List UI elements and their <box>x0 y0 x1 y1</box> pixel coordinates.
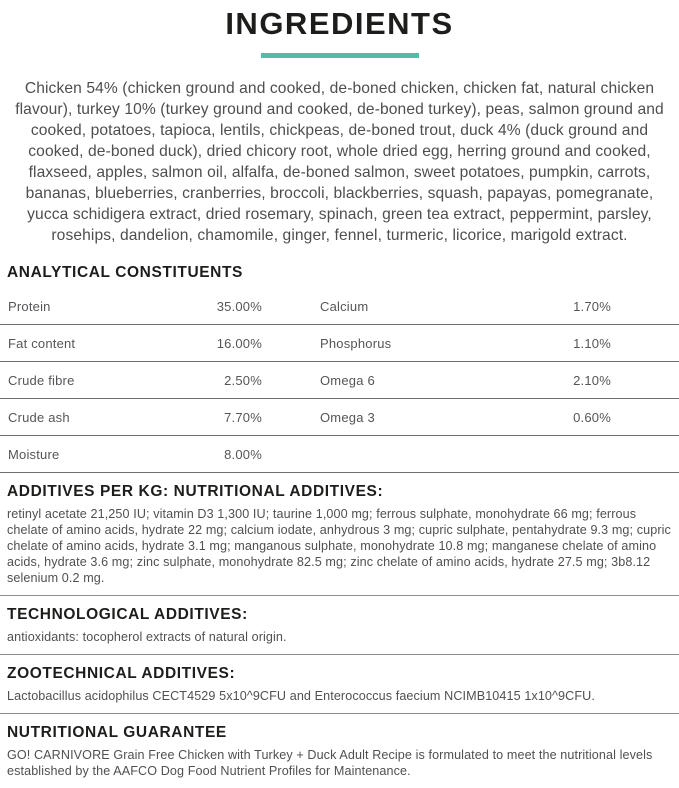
title-accent-rule <box>261 53 419 58</box>
section-nutritional-guarantee <box>0 714 679 788</box>
nutrient-value: 1.70% <box>573 298 611 314</box>
nutritional-additives-heading: ADDITIVES PER KG: NUTRITIONAL ADDITIVES: <box>7 483 384 500</box>
nutrient-value: 2.10% <box>573 372 611 388</box>
nutrient-label: Protein <box>8 298 51 314</box>
table-row <box>0 288 679 325</box>
analytical-constituents-heading: ANALYTICAL CONSTITUENTS <box>7 264 243 281</box>
nutrient-value: 35.00% <box>216 298 262 314</box>
section-zootechnical-additives <box>0 655 679 714</box>
zootechnical-additives-heading: ZOOTECHNICAL ADDITIVES: <box>7 665 236 682</box>
nutrient-label: Crude ash <box>8 409 70 425</box>
technological-additives-heading: TECHNOLOGICAL ADDITIVES: <box>7 606 248 623</box>
nutrient-value: 16.00% <box>216 335 262 351</box>
table-row <box>0 325 679 362</box>
section-nutritional-additives <box>0 473 679 596</box>
nutrient-value: 7.70% <box>224 409 262 425</box>
nutrient-label: Fat content <box>8 335 76 351</box>
nutrient-value: 0.60% <box>573 409 611 425</box>
nutritional-guarantee-body: GO! CARNIVORE Grain Free Chicken with Turkey + Duck Adult Recipe is formulated to meet the nutritional levels established by the AAFCO Dog Food Nutrient Profiles for Maintenance. <box>7 748 653 778</box>
nutrient-label: Moisture <box>8 446 60 462</box>
nutrient-value: 1.10% <box>573 335 611 351</box>
nutrient-label: Omega 3 <box>320 409 375 425</box>
ingredients-paragraph: Chicken 54% (chicken ground and cooked, de-boned chicken, chicken fat, natural chicken flavour), turkey 10% (turkey ground and cooked, de-boned turkey), peas, salmon ground and cooked, potatoes, tapioca, lentils, chickpeas, de-boned trout, duck 4% (duck ground and cooked, de-boned duck), dried chicory root, whole dried egg, herring ground and cooked, flaxseed, apples, salmon oil, alfalfa, de-boned salmon, sweet potatoes, pumpkin, carrots, bananas, blueberries, cranberries, broccoli, blackberries, squash, papayas, pomegranate, yucca schidigera extract, dried rosemary, spinach, green tea extract, peppermint, parsley, rosehips, dandelion, chamomile, ginger, fennel, turmeric, licorice, marigold extract. <box>15 80 664 244</box>
nutrient-label: Calcium <box>320 298 369 314</box>
zootechnical-additives-body: Lactobacillus acidophilus CECT4529 5x10^9CFU and Enterococcus faecium NCIMB10415 1x10^9CFU. <box>7 689 595 703</box>
technological-additives-body: antioxidants: tocopherol extracts of natural origin. <box>7 630 287 644</box>
table-row <box>0 436 679 473</box>
nutritional-additives-body: retinyl acetate 21,250 IU; vitamin D3 1,300 IU; taurine 1,000 mg; ferrous sulphate, monohydrate 66 mg; ferrous chelate of amino acids, hydrate 22 mg; calcium iodate, anhydrous 3 mg; cupric sulphate, pentahydrate 9.3 mg; cupric chelate of amino acids, hydrate 3.1 mg; manganous sulphate, monohydrate 10.8 mg; manganese chelate of amino acids, hydrate 3.6 mg; zinc sulphate, monohydrate 82.5 mg; zinc chelate of amino acids, hydrate 27.5 mg; 3b8.12 selenium 0.2 mg. <box>7 507 671 585</box>
table-row <box>0 362 679 399</box>
nutrient-value: 2.50% <box>224 372 262 388</box>
page-title: INGREDIENTS <box>225 6 454 41</box>
nutritional-guarantee-heading: NUTRITIONAL GUARANTEE <box>7 724 227 741</box>
table-row <box>0 399 679 436</box>
nutrient-label: Omega 6 <box>320 372 375 388</box>
nutrient-label: Crude fibre <box>8 372 75 388</box>
nutrient-label: Phosphorus <box>320 335 392 351</box>
analytical-constituents-table <box>0 288 679 473</box>
nutrient-value: 8.00% <box>224 446 262 462</box>
section-technological-additives <box>0 596 679 655</box>
